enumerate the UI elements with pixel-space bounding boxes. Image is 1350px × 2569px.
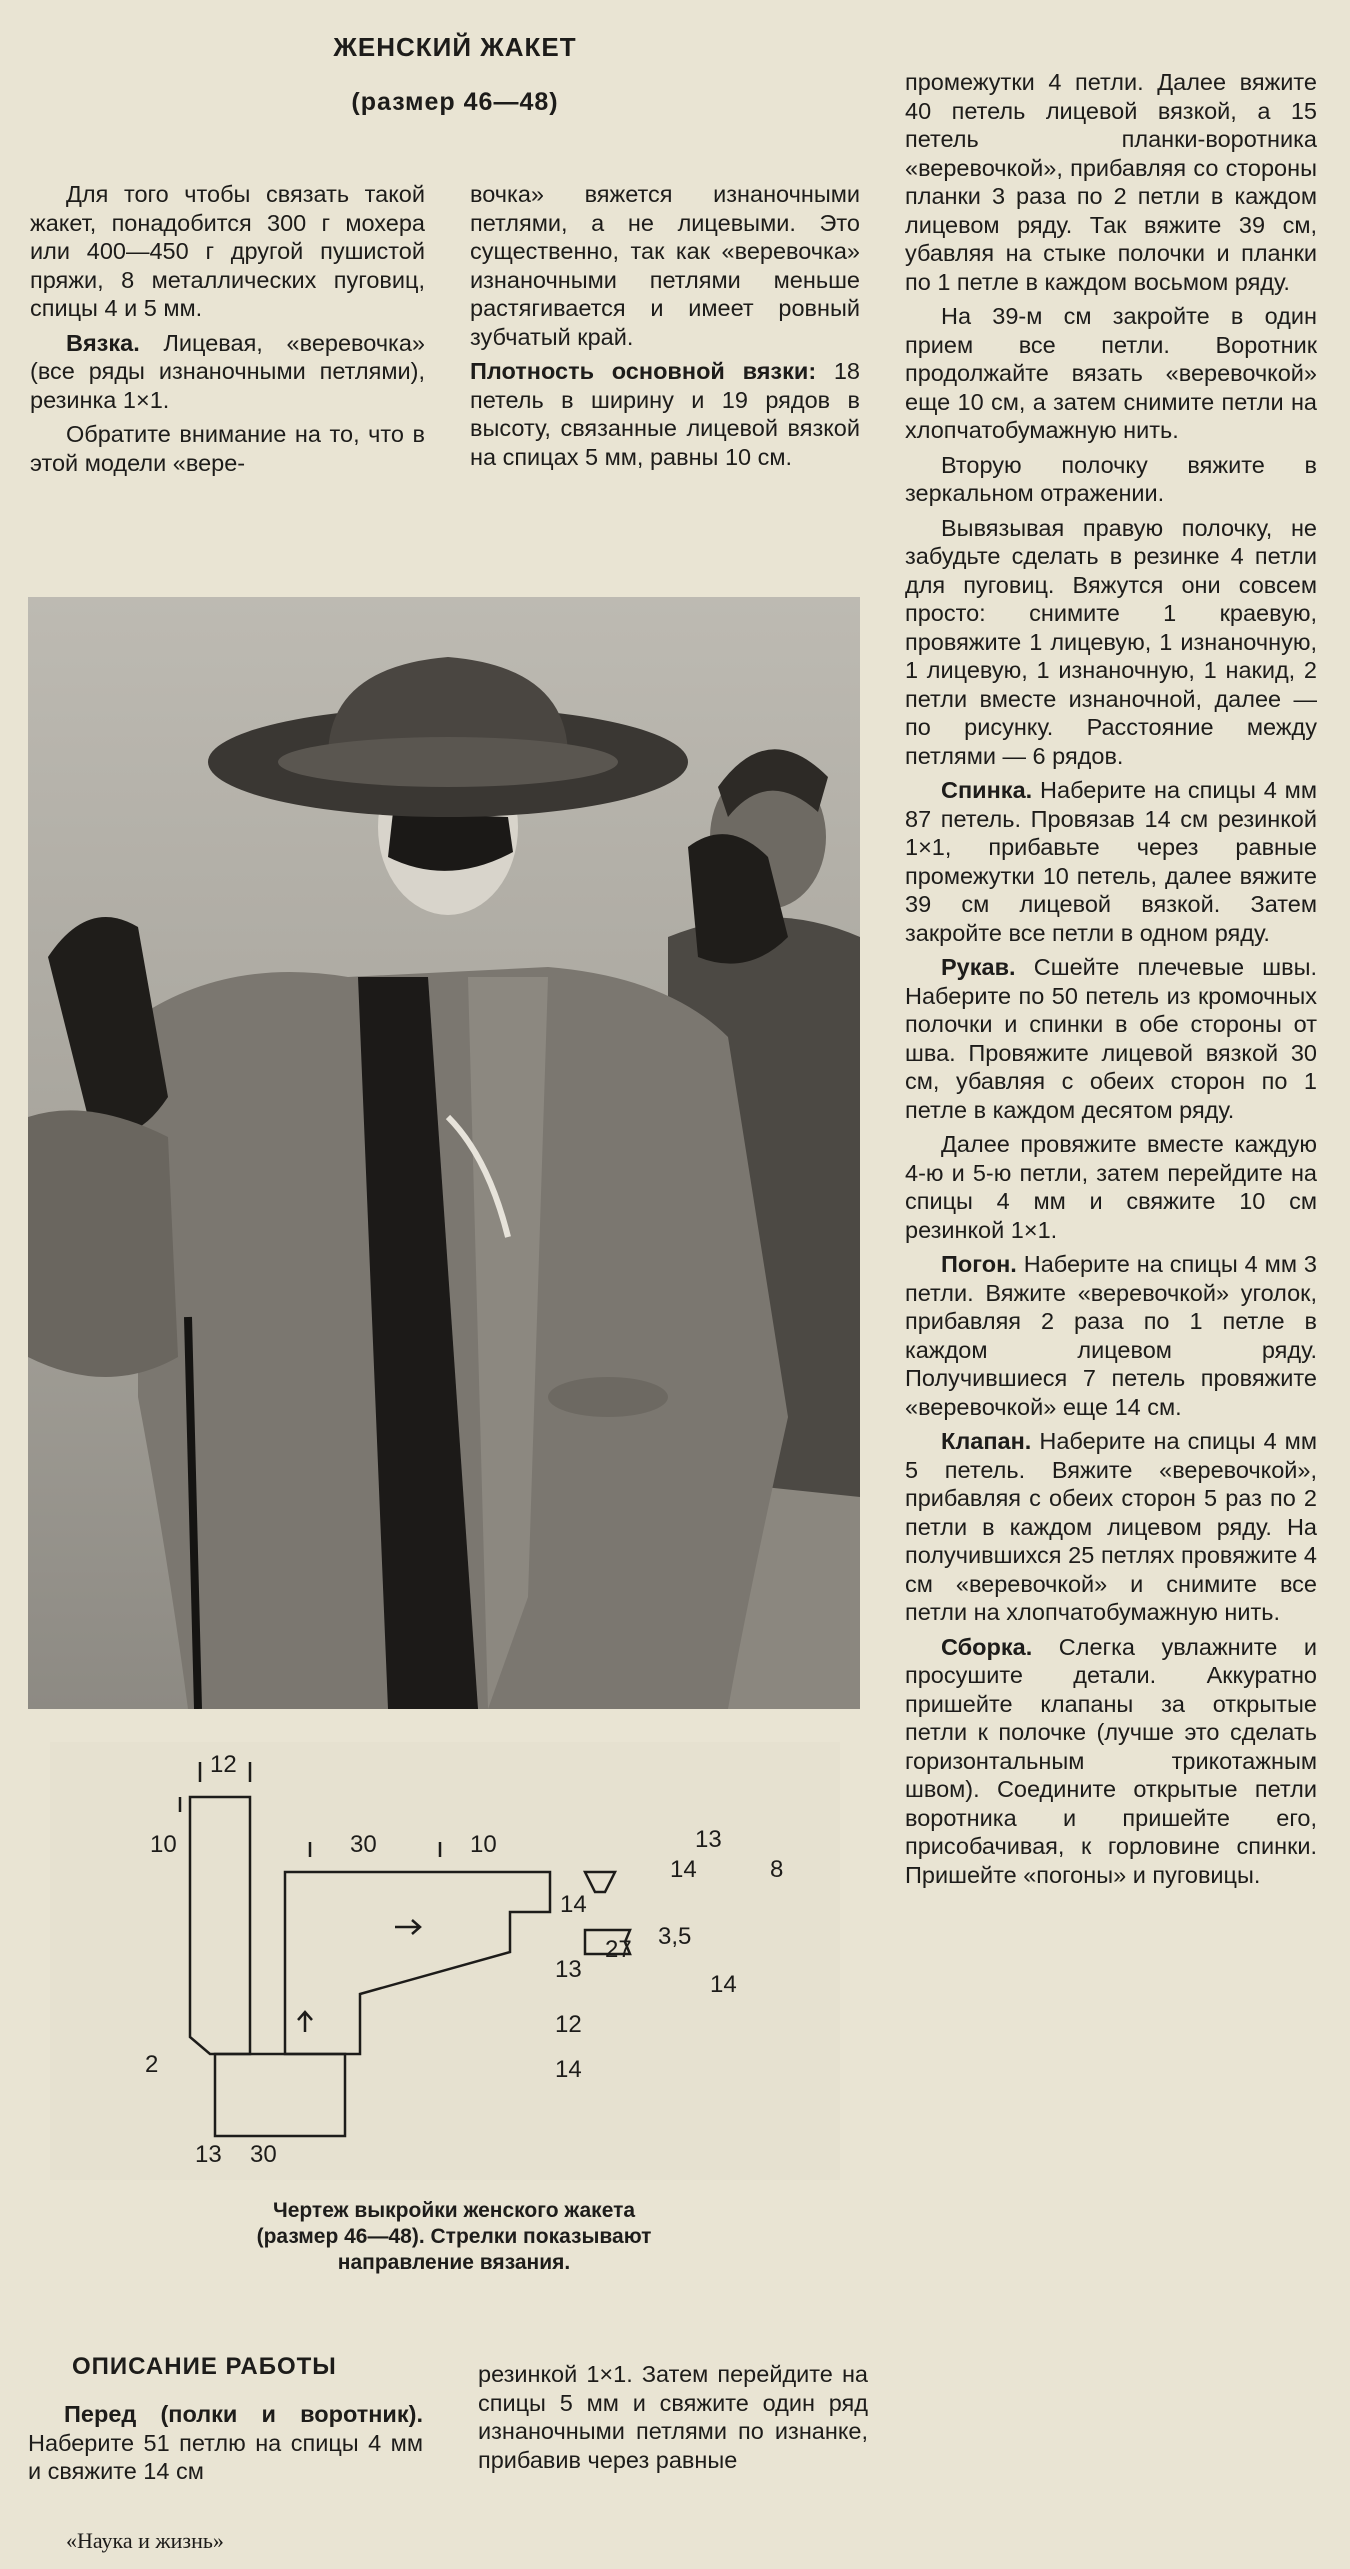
- pattern-label-14d: 14: [670, 1856, 697, 1883]
- pattern-label-12: 12: [210, 1751, 237, 1778]
- front-continued-paragraph: промежутки 4 петли. Далее вяжите 40 петель лицевой вязкой, а 15 петель планки-воротника «веревочкой», прибавляя со стороны планки 3 раза по 2 петли в каждом лицевом ряду. Так вяжите 39 см, убавляя на стыке полочки и планки по 1 петле в каждом восьмом ряду.: [905, 69, 1317, 295]
- pattern-label-3-5: 3,5: [658, 1923, 692, 1950]
- section-title: ОПИСАНИЕ РАБОТЫ: [72, 2353, 337, 2380]
- intro-paragraph: Для того чтобы связать такой жакет, понадобится 300 г мохера или 400—450 г другой пушистой пряжи, 8 металлических пуговиц, спицы 4 и 5 мм.: [30, 181, 425, 321]
- front-heading: Перед (полки и воротник).: [64, 2401, 423, 2427]
- bottom-column-1: [28, 2400, 423, 2492]
- mirror-paragraph: Вторую полочку вяжите в зеркальном отражении.: [905, 451, 1317, 506]
- column-3: [905, 68, 1317, 1895]
- collar-paragraph: На 39-м см закройте в один прием все петли. Воротник продолжайте вязать «веревочкой» еще 10 см, а затем снимите петли на хлопчатобумажную нить.: [905, 303, 1317, 443]
- cuff-paragraph: Далее провяжите вместе каждую 4-ю и 5-ю петли, затем перейдите на спицы 4 мм и свяжите 10 см резинкой 1×1.: [905, 1131, 1317, 1243]
- density-heading: Плотность основной вязки:: [470, 358, 817, 384]
- buttonholes-paragraph: Вывязывая правую полочку, не забудьте сделать в резинке 4 петли для пуговиц. Вяжутся они совсем просто: снимите 1 краевую, провяжите 1 лицевую, 1 изнаночную, 1 лицевую, 1 изнаночную, 1 накид, 2 петли вместе изнаночной, далее — по рисунку. Расстояние между петлями — 6 рядов.: [905, 514, 1317, 769]
- knitting-text: Лицевая, «веревочка» (все ряды изнаночными петлями), резинка 1×1.: [30, 329, 425, 413]
- back-paragraph: [905, 776, 1317, 947]
- pattern-label-12b: 12: [555, 2011, 582, 2038]
- bottom-column-2: [478, 2360, 868, 2480]
- pattern-label-2: 2: [145, 2051, 159, 2078]
- back-heading: Спинка.: [941, 777, 1033, 803]
- pattern-label-14c: 14: [710, 1971, 737, 1998]
- front-text: Наберите 51 петлю на спицы 4 мм и свяжите 14 см: [28, 2429, 423, 2484]
- pattern-label-13c: 13: [695, 1826, 722, 1853]
- assembly-text: Слегка увлажните и просушите детали. Аккуратно пришейте клапаны за открытые петли к полочке (лучше это сделать горизонтальным трикотажным швом). Соедините открытые петли воротника и пришейте его, присобачивая, к горловине спинки. Пришейте «погоны» и пуговицы.: [905, 1633, 1317, 1888]
- pattern-label-27: 27: [605, 1936, 632, 1963]
- pattern-label-14: 14: [560, 1891, 587, 1918]
- pattern-label-30b: 30: [250, 2141, 277, 2168]
- flap-paragraph: [905, 1427, 1317, 1627]
- note-continued-paragraph: вочка» вяжется изнаночными петлями, а не лицевыми. Это существенно, так как «веревочка» изнаночными петлями меньше растягивается и имеет ровный зубчатый край.: [470, 181, 860, 350]
- epaulette-heading: Погон.: [941, 1251, 1017, 1277]
- magazine-name: «Наука и жизнь»: [66, 2528, 224, 2553]
- pattern-label-10b: 10: [470, 1831, 497, 1858]
- column-2: [470, 180, 860, 477]
- pattern-label-8: 8: [770, 1856, 784, 1883]
- pattern-label-13b: 13: [195, 2141, 222, 2168]
- knitting-heading: Вязка.: [66, 329, 140, 356]
- fashion-photo: [28, 597, 860, 1709]
- flap-text: Наберите на спицы 4 мм 5 петель. Вяжите «веревочкой», прибавляя с обеих сторон 5 раз по 2 петли в каждом лицевом ряду. На получившихся 25 петлях провяжите 4 см «веревочкой» и снимите все петли на хлопчатобумажную нить.: [905, 1428, 1317, 1625]
- knitting-paragraph: [30, 329, 425, 415]
- pattern-caption: Чертеж выкройки женского жакета (размер 46—48). Стрелки показывают направление вязания.: [256, 2199, 652, 2274]
- article-subtitle: (размер 46—48): [351, 88, 559, 116]
- density-text: 18 петель в ширину и 19 рядов в высоту, связанные лицевой вязкой на спицах 5 мм, равны 10 см.: [470, 358, 861, 470]
- column-1: [30, 180, 425, 483]
- flap-heading: Клапан.: [941, 1428, 1032, 1454]
- sleeve-paragraph: [905, 953, 1317, 1124]
- pattern-label-30: 30: [350, 1831, 377, 1858]
- article-title: ЖЕНСКИЙ ЖАКЕТ: [333, 32, 577, 62]
- front-continued-text: резинкой 1×1. Затем перейдите на спицы 5 мм и свяжите один ряд изнаночными петлями по изнанке, прибавив через равные: [478, 2361, 868, 2473]
- sleeve-text: Сшейте плечевые швы. Наберите по 50 петель из кромочных полочки и спинки в обе стороны от шва. Провяжите лицевой вязкой 30 см, убавляя с обеих сторон по 1 петле в каждом десятом ряду.: [905, 954, 1317, 1123]
- pattern-label-13: 13: [555, 1956, 582, 1983]
- note-paragraph: Обратите внимание на то, что в этой модели «вере-: [30, 421, 425, 476]
- front-paragraph: [28, 2400, 423, 2486]
- assembly-paragraph: [905, 1633, 1317, 1890]
- back-text: Наберите на спицы 4 мм 87 петель. Провязав 14 см резинкой 1×1, прибавьте через равные промежутки 10 петель, далее вяжите 39 см лицевой вязкой. Затем закройте все петли в одном ряду.: [905, 777, 1317, 946]
- pattern-diagram: [50, 1742, 840, 2180]
- pattern-label-10: 10: [150, 1831, 177, 1858]
- epaulette-paragraph: [905, 1250, 1317, 1421]
- density-paragraph: [470, 357, 860, 471]
- sleeve-heading: Рукав.: [941, 954, 1016, 980]
- epaulette-text: Наберите на спицы 4 мм 3 петли. Вяжите «веревочкой» уголок, прибавляя 2 раза по 1 петле в каждом лицевом ряду. Получившиеся 7 петель провяжите «веревочкой» еще 14 см.: [905, 1251, 1317, 1420]
- assembly-heading: Сборка.: [941, 1633, 1033, 1660]
- pattern-label-14b: 14: [555, 2056, 582, 2083]
